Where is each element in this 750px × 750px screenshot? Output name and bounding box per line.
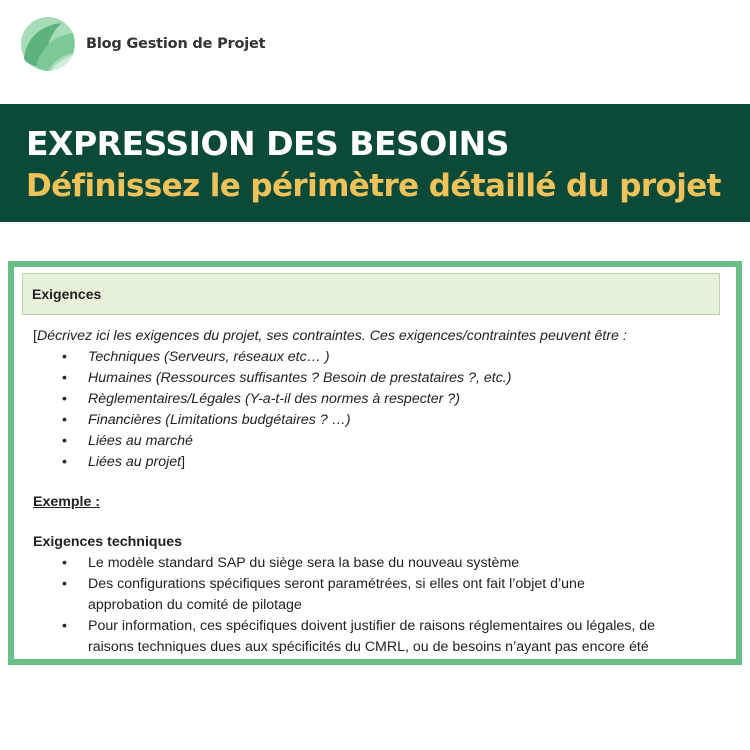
list-item: • Financières (Limitations budgétaires ? …)	[33, 410, 723, 431]
list-item: • Pour information, ces spécifiques doivent justifier de raisons réglementaires ou légales, de	[33, 616, 723, 637]
list-item: • Liées au marché	[33, 431, 723, 452]
bullet-icon: •	[62, 618, 67, 634]
bullet-icon: •	[62, 454, 67, 470]
table-header	[22, 273, 720, 315]
list-item-continuation: raisons techniques dues aux spécificités du CMRL, ou de besoins n’ayant pas encore été	[88, 639, 649, 655]
bullet-icon: •	[62, 412, 67, 428]
title-banner	[0, 104, 750, 222]
constraint-list	[33, 347, 723, 473]
intro-paragraph	[33, 326, 723, 347]
tech-requirements-heading: Exigences techniques	[33, 534, 183, 550]
bullet-icon: •	[62, 555, 67, 571]
document-excerpt	[8, 261, 742, 665]
table-header-label: Exigences	[32, 286, 102, 302]
brand-name: Blog Gestion de Projet	[86, 36, 266, 52]
list-item: • Humaines (Ressources suffisantes ? Besoin de prestataires ?, etc.)	[33, 368, 723, 389]
banner-title: EXPRESSION DES BESOINS	[26, 124, 509, 163]
banner-subtitle: Définissez le périmètre détaillé du projet	[26, 168, 721, 204]
bullet-icon: •	[62, 576, 67, 592]
spacer	[33, 513, 723, 532]
open-bracket: [	[33, 328, 37, 344]
spacer	[33, 473, 723, 492]
list-item: • Le modèle standard SAP du siège sera la base du nouveau système	[33, 553, 723, 574]
close-bracket: ]	[181, 454, 186, 470]
example-label: Exemple :	[33, 494, 101, 510]
bullet-icon: •	[62, 370, 67, 386]
tech-requirements-list	[33, 553, 723, 658]
bullet-icon: •	[62, 433, 67, 449]
list-item: • Règlementaires/Légales (Y-a-t-il des normes à respecter ?)	[33, 389, 723, 410]
table-body	[33, 326, 723, 658]
intro-text: Décrivez ici les exigences du projet, ses contraintes. Ces exigences/contraintes peuvent être :	[36, 328, 627, 344]
list-item: • Des configurations spécifiques seront paramétrées, si elles ont fait l’objet d’une	[33, 574, 723, 595]
bullet-icon: •	[62, 391, 67, 407]
list-item: • Techniques (Serveurs, réseaux etc… )	[33, 347, 723, 368]
list-item: • Liées au projet]	[33, 452, 723, 473]
list-item-continuation: approbation du comité de pilotage	[88, 597, 302, 613]
brand-header	[18, 14, 265, 74]
leaf-logo-icon	[18, 15, 80, 73]
bullet-icon: •	[62, 349, 67, 365]
